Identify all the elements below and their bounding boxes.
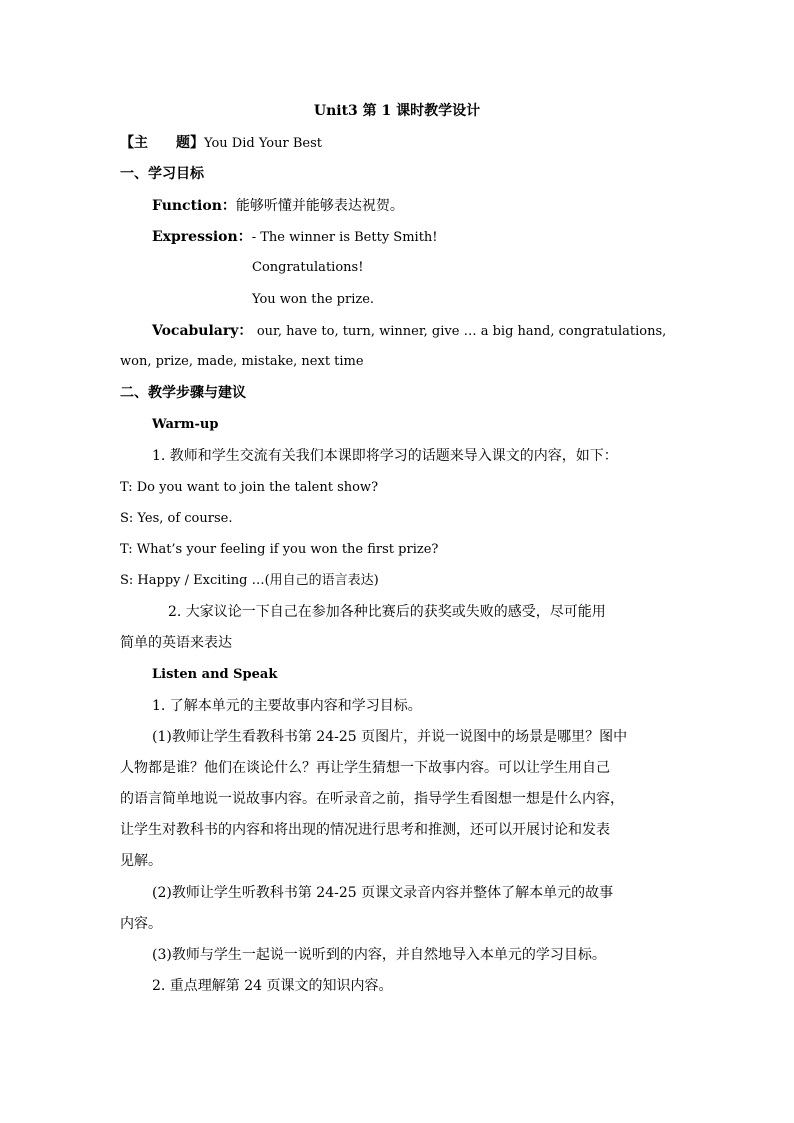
listen-item-2: 2. 重点理解第 24 页课文的知识内容。 xyxy=(152,978,393,994)
expression-line-3: You won the prize. xyxy=(252,292,375,307)
section2-heading: 二、教学步骤与建议 xyxy=(120,385,246,401)
listen-item-1: 1. 了解本单元的主要故事内容和学习目标。 xyxy=(152,698,422,714)
warmup-item-1: 1. 教师和学生交流有关我们本课即将学习的话题来导入课文的内容，如下： xyxy=(152,448,618,464)
dialog-line-4: S: Happy / Exciting …(用自己的语言表达) xyxy=(120,573,379,588)
expression-line-2: Congratulations! xyxy=(252,260,364,275)
paragraph-3: (3)教师与学生一起说一说听到的内容，并自然地导入本单元的学习目标。 xyxy=(152,947,606,963)
listen-speak-heading: Listen and Speak xyxy=(152,667,278,682)
theme-line xyxy=(120,133,322,154)
dialog-line-1: T: Do you want to join the talent show? xyxy=(120,480,379,495)
function-text: 能够听懂并能够表达祝贺。 xyxy=(235,198,404,214)
vocabulary-text-1: our, have to, turn, winner, give … a big hand, congratulations, xyxy=(256,324,667,339)
paragraph-1-line-5: 见解。 xyxy=(120,853,162,869)
section1-heading: 一、学习目标 xyxy=(120,166,204,182)
warmup-item-2-line-2: 简单的英语来表达 xyxy=(120,635,232,651)
expression-label: Expression： xyxy=(152,229,252,245)
paragraph-1-line-1: (1)教师让学生看教科书第 24-25 页图片，并说一说图中的场景是哪里？图中 xyxy=(152,729,628,745)
paragraph-2-line-1: (2)教师让学生听教科书第 24-25 页课文录音内容并整体了解本单元的故事 xyxy=(152,885,614,901)
paragraph-2-line-2: 内容。 xyxy=(120,916,162,932)
expression-line xyxy=(152,227,438,248)
dialog-line-2: S: Yes, of course. xyxy=(120,511,233,526)
theme-label: 【主 题】 xyxy=(120,135,204,151)
expression-line-1: - The winner is Betty Smith! xyxy=(251,230,438,245)
vocabulary-line xyxy=(152,321,666,342)
page-title: Unit3 第 1 课时教学设计 xyxy=(313,103,481,119)
theme-value: You Did Your Best xyxy=(204,136,322,151)
warmup-item-2-line-1: 2. 大家议论一下自己在参加各种比赛后的获奖或失败的感受，尽可能用 xyxy=(168,604,606,620)
paragraph-1-line-3: 的语言简单地说一说故事内容。在听录音之前，指导学生看图想一想是什么内容， xyxy=(120,791,624,807)
warmup-heading: Warm-up xyxy=(152,417,219,432)
function-label: Function： xyxy=(152,198,236,214)
dialog-line-3: T: What’s your feeling if you won the first prize? xyxy=(120,542,439,557)
paragraph-1-line-2: 人物都是谁？他们在谈论什么？再让学生猜想一下故事内容。可以让学生用自己 xyxy=(120,760,610,776)
function-line xyxy=(152,196,404,216)
vocabulary-text-2: won, prize, made, mistake, next time xyxy=(120,354,364,369)
vocabulary-label: Vocabulary： xyxy=(152,323,253,339)
paragraph-1-line-4: 让学生对教科书的内容和将出现的情况进行思考和推测，还可以开展讨论和发表 xyxy=(120,822,610,838)
